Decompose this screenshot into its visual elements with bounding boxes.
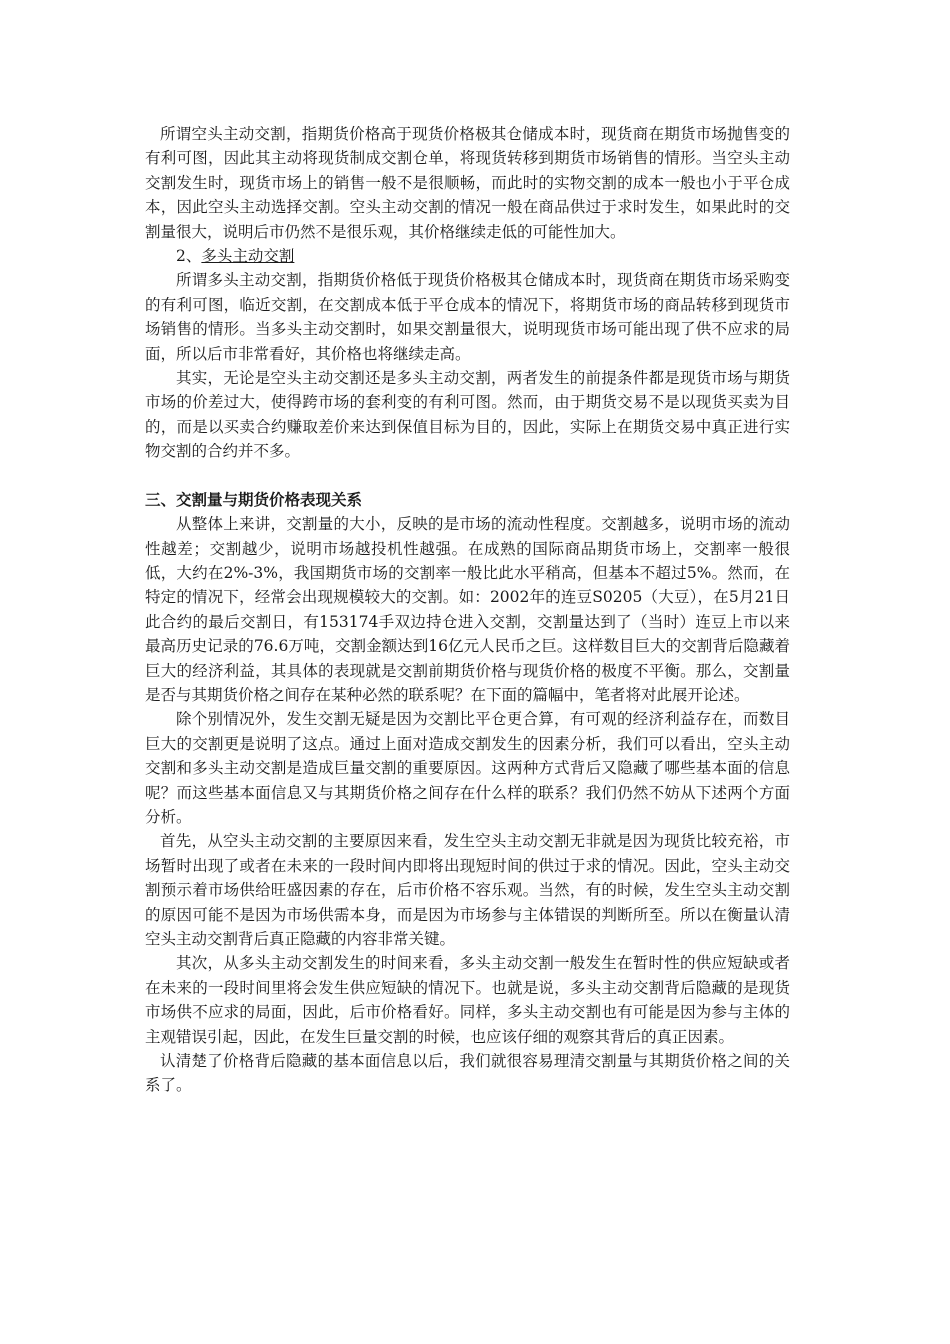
paragraph-overview: 从整体上来讲，交割量的大小，反映的是市场的流动性程度。交割越多，说明市场的流动性越差；交割越少，说明市场越投机性越强。在成熟的国际商品期货市场上，交割率一般很低，大约在2%-3%，我国期货市场的交割率一般比此水平稍高，但基本不超过5%。然而，在特定的情况下，经常会出现规模较大的交割。如：2002年的连豆S0205（大豆），在5月21日此合约的最后交割日，有153174手双边持仓进入交割，交割量达到了（当时）连豆上市以来最高历史记录的76.6万吨，交割金额达到16亿元人民币之巨。这样数目巨大的交割背后隐藏着巨大的经济利益，其具体的表现就是交割前期货价格与现货价格的极度不平衡。那么，交割量是否与其期货价格之间存在某种必然的联系呢？在下面的篇幅中，笔者将对此展开论述。 <box>145 515 790 704</box>
paragraph-analysis: 除个别情况外，发生交割无疑是因为交割比平仓更合算，有可观的经济利益存在，而数目巨大的交割更是说明了这点。通过上面对造成交割发生的因素分析，我们可以看出，空头主动交割和多头主动交割是造成巨量交割的重要原因。这两种方式背后又隐藏了哪些基本面的信息呢？而这些基本面信息又与其期货价格之间存在什么样的联系？我们仍然不妨从下述两个方面分析。 <box>145 710 790 826</box>
subheading-long-delivery <box>145 244 790 268</box>
section-heading: 三、交割量与期货价格表现关系 <box>145 489 363 509</box>
document-page <box>145 122 790 1098</box>
paragraph-summary: 其实，无论是空头主动交割还是多头主动交割，两者发生的前提条件都是现货市场与期货市场的价差过大，使得跨市场的套利变的有利可图。然而，由于期货交易不是以现货买卖为目的，而是以买卖合约赚取差价来达到保值目标为目的，因此，实际上在期货交易中真正进行实物交割的合约并不多。 <box>145 369 790 461</box>
subheading-number: 2、 <box>176 247 202 266</box>
subheading-title: 多头主动交割 <box>201 247 295 266</box>
paragraph-first: 首先，从空头主动交割的主要原因来看，发生空头主动交割无非就是因为现货比较充裕，市场暂时出现了或者在未来的一段时间内即将出现短时间的供过于求的情况。因此，空头主动交割预示着市场供给旺盛因素的存在，后市价格不容乐观。当然，有的时候，发生空头主动交割的原因可能不是因为市场供需本身，而是因为市场参与主体错误的判断所至。所以在衡量认清空头主动交割背后真正隐藏的内容非常关键。 <box>145 832 790 948</box>
paragraph-conclusion: 认清楚了价格背后隐藏的基本面信息以后，我们就很容易理清交割量与其期货价格之间的关系了。 <box>145 1052 790 1095</box>
paragraph-second: 其次，从多头主动交割发生的时间来看，多头主动交割一般发生在暂时性的供应短缺或者在未来的一段时间里将会发生供应短缺的情况下。也就是说，多头主动交割背后隐藏的是现货市场供不应求的局面，因此，后市价格看好。同样，多头主动交割也有可能是因为参与主体的主观错误引起，因此，在发生巨量交割的时候，也应该仔细的观察其背后的真正因素。 <box>145 954 790 1046</box>
paragraph-long-delivery: 所谓多头主动交割，指期货价格低于现货价格极其仓储成本时，现货商在期货市场采购变的有利可图，临近交割，在交割成本低于平仓成本的情况下，将期货市场的商品转移到现货市场销售的情形。当多头主动交割时，如果交割量很大，说明现货市场可能出现了供不应求的局面，所以后市非常看好，其价格也将继续走高。 <box>145 271 790 363</box>
paragraph-short-delivery: 所谓空头主动交割，指期货价格高于现货价格极其仓储成本时，现货商在期货市场抛售变的有利可图，因此其主动将现货制成交割仓单，将现货转移到期货市场销售的情形。当空头主动交割发生时，现货市场上的销售一般不是很顺畅，而此时的实物交割的成本一般也小于平仓成本，因此空头主动选择交割。空头主动交割的情况一般在商品供过于求时发生，如果此时的交割量很大，说明后市仍然不是很乐观，其价格继续走低的可能性加大。 <box>145 125 790 241</box>
